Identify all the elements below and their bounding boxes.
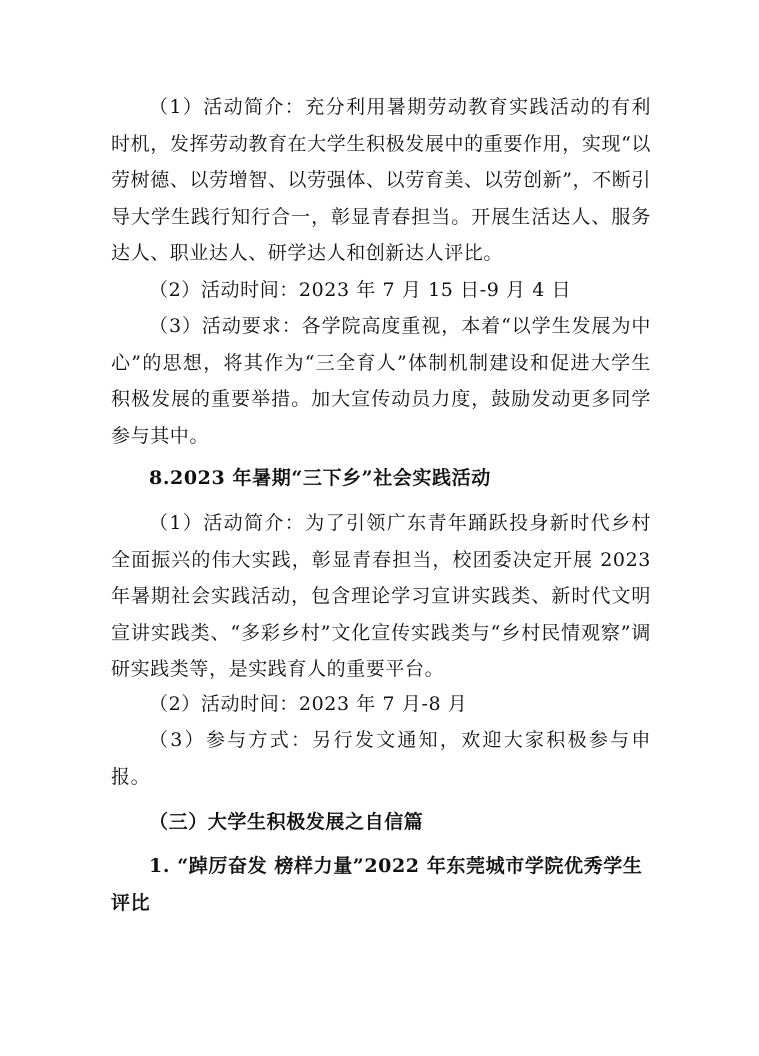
heading-summer-practice: 8.2023 年暑期“三下乡”社会实践活动 (149, 467, 491, 489)
paragraph-activity-intro-1: （1）活动简介：充分利用暑期劳动教育实践活动的有利时机，发挥劳动教育在大学生积极发展中的重要作用，实现“以劳树德、以劳增智、以劳强体、以劳育美、以劳创新”，不断引导大学生践行知行合一，彰显青春担当。开展生活达人、服务达人、职业达人、研学达人和创新达人评比。 (111, 96, 651, 264)
paragraph-activity-time-1: （2）活动时间：2023 年 7 月 15 日-9 月 4 日 (149, 279, 572, 301)
heading-section-three: （三）大学生积极发展之自信篇 (149, 811, 424, 833)
heading-item-one: 1. “踔厉奋发 榜样力量”2022 年东莞城市学院优秀学生评比 (111, 855, 643, 914)
paragraph-participation: （3）参与方式：另行发文通知，欢迎大家积极参与申报。 (111, 729, 651, 788)
paragraph-activity-intro-2: （1）活动简介：为了引领广东青年踊跃投身新时代乡村全面振兴的伟大实践，彰显青春担当，校团委决定开展 2023 年暑期社会实践活动，包含理论学习宣讲实践类、新时代文明宣讲实践类、“多彩乡村”文化宣传实践类与“乡村民情观察”调研实践类等，是实践育人的重要平台。 (111, 512, 651, 680)
paragraph-activity-requirements: （3）活动要求：各学院高度重视，本着“以学生发展为中心”的思想，将其作为“三全育人”体制机制建设和促进大学生积极发展的重要举措。加大宣传动员力度，鼓励发动更多同学参与其中。 (111, 315, 651, 447)
paragraph-activity-time-2: （2）活动时间：2023 年 7 月-8 月 (149, 693, 468, 715)
